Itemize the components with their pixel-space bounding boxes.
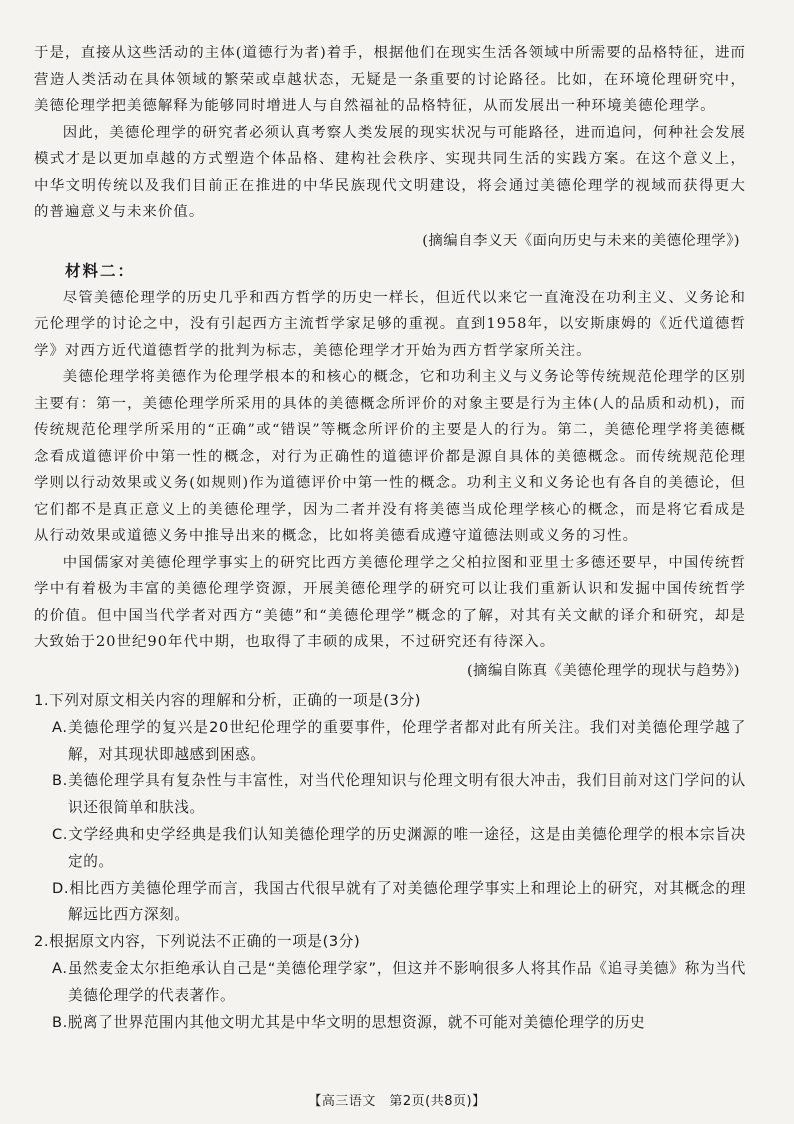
material2-heading: 材料二：	[65, 261, 136, 280]
material2-paragraph-2: 美德伦理学将美德作为伦理学根本的和核心的概念，它和功利主义与义务论等传统规范伦理学的区别主要有：第一，美德伦理学所采用的具体的美德概念所评价的对象主要是行为主体(人的品质和动机)，而传统规范伦理学所采用的“正确”或“错误”等概念所评价的主要是人的行为。第二，美德伦理学将美德概念看成道德评价中第一性的概念，对行为正确性的道德评价都是源自具体的美德概念。而传统规范伦理学则以行动效果或义务(如规则)作为道德评价中第一性的概念。功利主义和义务论也有各自的美德论，但它们都不是真正意义上的美德伦理学，因为二者并没有将美德当成伦理学核心的概念，而是将它看成是从行动效果或道德义务中推导出来的概念，比如将美德看成遵守道德法则或义务的习性。	[34, 369, 746, 544]
question-1-option-c: C.文学经典和史学经典是我们认知美德伦理学的历史渊源的唯一途径，这是由美德伦理学的根本宗旨决定的。	[52, 825, 746, 870]
question-1-option-b: B.美德伦理学具有复杂性与丰富性，对当代伦理知识与伦理文明有很大冲击，我们目前对这门学问的认识还很简单和肤浅。	[52, 772, 746, 817]
question-1-stem: 1.下列对原文相关内容的理解和分析，正确的一项是(3分)	[34, 692, 422, 709]
material2-source: (摘编自陈真《美德伦理学的现状与趋势》)	[466, 662, 740, 679]
question-1-option-a: A.美德伦理学的复兴是20世纪伦理学的重要事件，伦理学者都对此有所关注。我们对美德伦理学越了解，对其现状即越感到困惑。	[52, 718, 746, 763]
page-footer: 【高三语文 第2页(共8页)】	[308, 1094, 486, 1109]
material1-source: (摘编自李义天《面向历史与未来的美德伦理学》)	[422, 232, 740, 249]
material1-paragraph-2: 因此，美德伦理学的研究者必须认真考察人类发展的现实状况与可能路径，进而追问，何种社会发展模式才是以更加卓越的方式塑造个体品格、建构社会秩序、实现共同生活的实践方案。在这个意义上，中华文明传统以及我们目前正在推进的中华民族现代文明建设，将会通过美德伦理学的视域而获得更大的普遍意义与未来价值。	[34, 124, 746, 220]
question-1-option-d: D.相比西方美德伦理学而言，我国古代很早就有了对美德伦理学事实上和理论上的研究，对其概念的理解远比西方深刻。	[52, 879, 746, 924]
material1-paragraph-continued: 于是，直接从这些活动的主体(道德行为者)着手，根据他们在现实生活各领域中所需要的品格特征，进而营造人类活动在具体领域的繁荣或卓越状态，无疑是一条重要的讨论路径。比如，在环境伦理研究中，美德伦理学把美德解释为能够同时增进人与自然福祉的品格特征，从而发展出一种环境美德伦理学。	[34, 45, 746, 114]
question-2-stem: 2.根据原文内容，下列说法不正确的一项是(3分)	[34, 933, 361, 951]
material2-paragraph-1: 尽管美德伦理学的历史几乎和西方哲学的历史一样长，但近代以来它一直淹没在功利主义、义务论和元伦理学的讨论之中，没有引起西方主流哲学家足够的重视。直到1958年，以安斯康姆的《近代道德哲学》对西方近代道德哲学的批判为标志，美德伦理学才开始为西方哲学家所关注。	[34, 289, 746, 359]
question-2-option-b: B.脱离了世界范围内其他文明尤其是中华文明的思想资源，就不可能对美德伦理学的历史	[52, 1013, 646, 1031]
question-2-option-a: A.虽然麦金太尔拒绝承认自己是“美德伦理学家”，但这并不影响很多人将其作品《追寻美德》称为当代美德伦理学的代表著作。	[52, 959, 746, 1004]
material2-paragraph-3: 中国儒家对美德伦理学事实上的研究比西方美德伦理学之父柏拉图和亚里士多德还要早，中国传统哲学中有着极为丰富的美德伦理学资源，开展美德伦理学的研究可以让我们重新认识和发掘中国传统哲学的价值。但中国当代学者对西方“美德”和“美德伦理学”概念的了解，对其有关文献的译介和研究，却是大致始于20世纪90年代中期，也取得了丰硕的成果，不过研究还有待深入。	[34, 554, 746, 650]
